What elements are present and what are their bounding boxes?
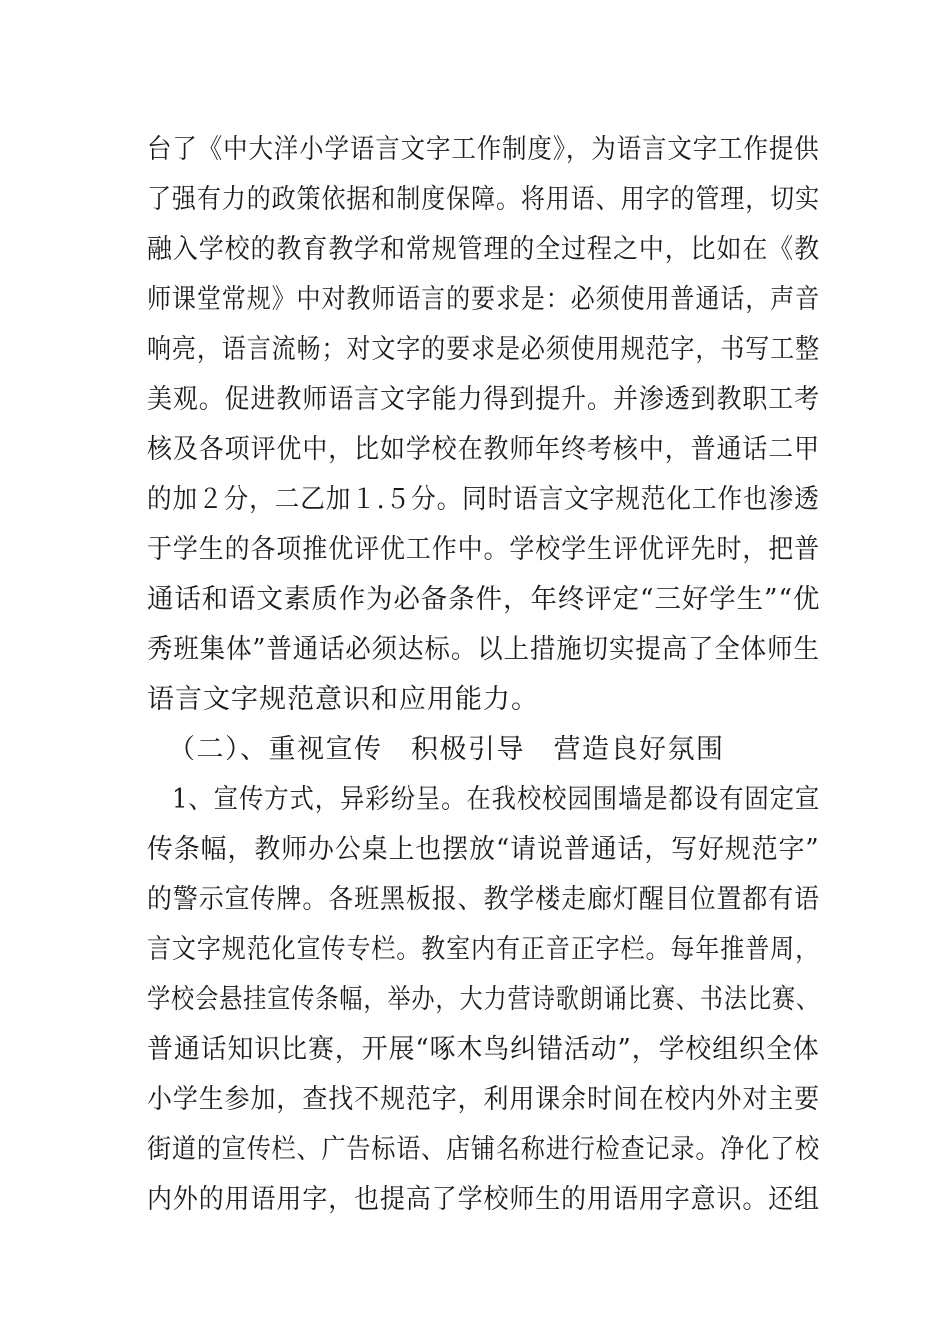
text-line: 言文字规范化宣传专栏。教室内有正音正字栏。每年推普周， [147, 934, 820, 965]
text-line: 了强有力的政策依据和制度保障。将用语、用字的管理，切实 [147, 184, 820, 215]
section-heading: （二）、重视宣传 积极引导 营造良好氛围 [168, 734, 725, 765]
text-line: 普通话知识比赛，开展“啄木鸟纠错活动”，学校组织全体 [147, 1034, 820, 1065]
text-line: 内外的用语用字，也提高了学校师生的用语用字意识。还组 [147, 1184, 821, 1215]
text-line: 师课堂常规》中对教师语言的要求是：必须使用普通话，声音 [147, 284, 820, 315]
text-line: 融入学校的教育教学和常规管理的全过程之中，比如在《教 [147, 234, 821, 265]
text-line: 通话和语文素质作为必备条件，年终评定“三好学生”“优 [147, 584, 821, 615]
text-line: 台了《中大洋小学语言文字工作制度》，为语言文字工作提供 [147, 134, 820, 165]
text-line: 核及各项评优中，比如学校在教师年终考核中，普通话二甲 [147, 434, 821, 465]
text-line: 秀班集体”普通话必须达标。以上措施切实提高了全体师生 [147, 634, 820, 665]
text-line: 小学生参加，查找不规范字，利用课余时间在校内外对主要 [147, 1084, 821, 1115]
text-line: 的加２分，二乙加１.５分。同时语言文字规范化工作也渗透 [147, 484, 820, 515]
text-line: 响亮，语言流畅；对文字的要求是必须使用规范字，书写工整 [147, 334, 820, 365]
paragraph-first-line: 1、宣传方式，异彩纷呈。在我校校园围墙是都设有固定宣 [172, 784, 821, 815]
text-line: 街道的宣传栏、广告标语、店铺名称进行检查记录。净化了校 [147, 1134, 820, 1165]
text-line: 语言文字规范意识和应用能力。 [147, 684, 539, 715]
text-line: 传条幅，教师办公桌上也摆放“请说普通话，写好规范字” [147, 834, 820, 865]
text-line: 美观。促进教师语言文字能力得到提升。并渗透到教职工考 [147, 384, 821, 415]
text-line: 于学生的各项推优评优工作中。学校学生评优评先时，把普 [147, 534, 821, 565]
text-line: 的警示宣传牌。各班黑板报、教学楼走廊灯醒目位置都有语 [147, 884, 821, 915]
text-line: 学校会悬挂宣传条幅，举办，大力营诗歌朗诵比赛、书法比赛、 [147, 984, 820, 1015]
